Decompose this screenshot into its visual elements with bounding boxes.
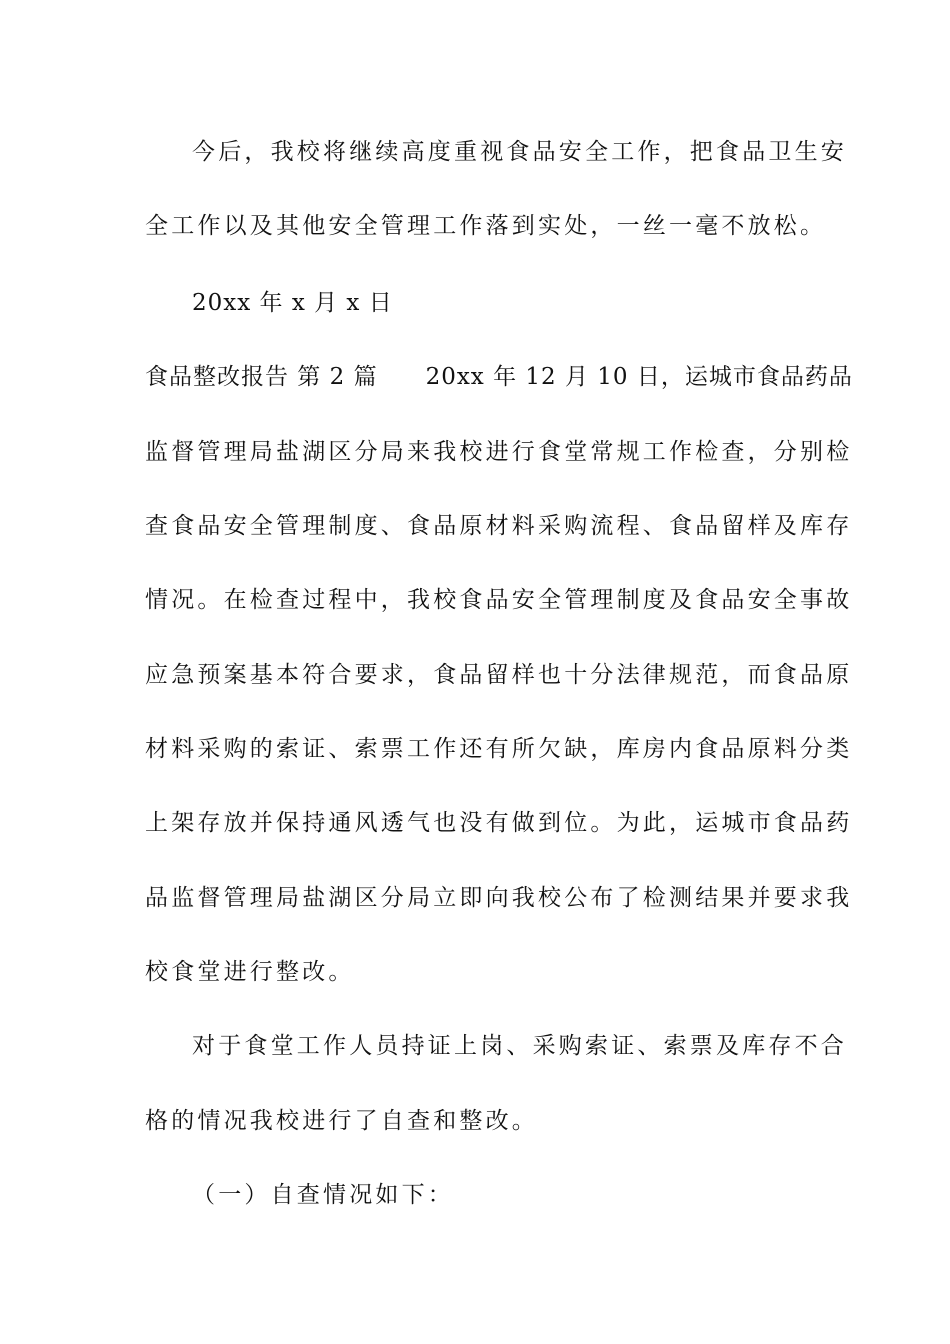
paragraph-line: 查食品安全管理制度、食品原材料采购流程、食品留样及库存 (145, 513, 853, 539)
paragraph-line: 格的情况我校进行了自查和整改。 (145, 1108, 538, 1134)
date-line: 20xx 年 x 月 x 日 (192, 290, 393, 316)
paragraph-line: 情况。在检查过程中，我校食品安全管理制度及食品安全事故 (145, 587, 853, 613)
paragraph-line: 材料采购的索证、索票工作还有所欠缺，库房内食品原料分类 (145, 736, 853, 762)
paragraph-line: 校食堂进行整改。 (145, 959, 355, 985)
paragraph-line: 对于食堂工作人员持证上岗、采购索证、索票及库存不合 (192, 1033, 847, 1059)
paragraph-line: 全工作以及其他安全管理工作落到实处，一丝一毫不放松。 (145, 213, 827, 239)
paragraph-line: 上架存放并保持通风透气也没有做到位。为此，运城市食品药 (145, 810, 853, 836)
paragraph-line: 品监督管理局盐湖区分局立即向我校公布了检测结果并要求我 (145, 885, 853, 911)
section-heading-line: 食品整改报告 第 2 篇 20xx 年 12 月 10 日，运城市食品药品 (145, 364, 853, 390)
paragraph-line: 应急预案基本符合要求，食品留样也十分法律规范，而食品原 (145, 662, 853, 688)
paragraph-line: 今后，我校将继续高度重视食品安全工作，把食品卫生安 (192, 139, 847, 165)
paragraph-line: 监督管理局盐湖区分局来我校进行食堂常规工作检查，分别检 (145, 439, 853, 465)
subheading-line: （一）自查情况如下： (192, 1182, 454, 1208)
